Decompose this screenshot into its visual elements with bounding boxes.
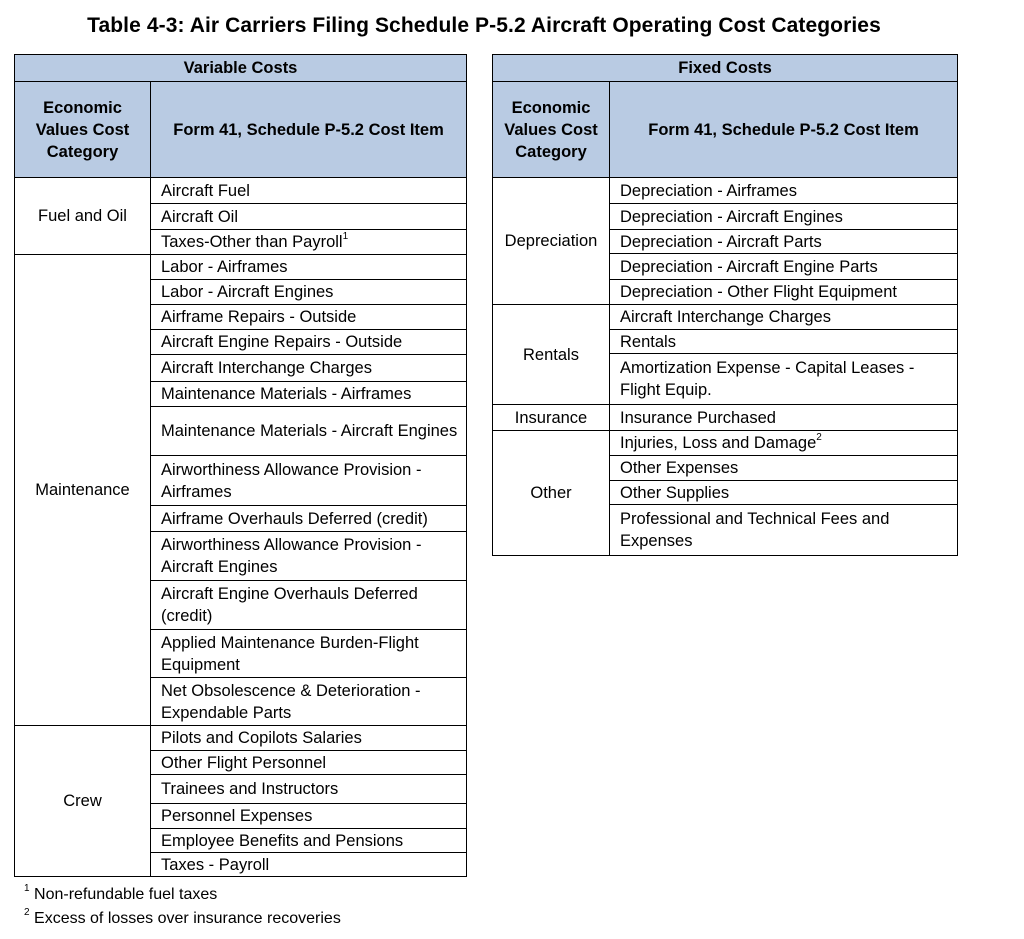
cost-item-text: Taxes-Other than Payroll (161, 233, 343, 251)
cost-item-column-header: Form 41, Schedule P-5.2 Cost Item (151, 82, 467, 178)
cost-item: Airframe Repairs - Outside (151, 305, 467, 330)
category-cell: Insurance (493, 405, 610, 431)
cost-item: Other Supplies (610, 481, 958, 505)
cost-item: Depreciation - Aircraft Parts (610, 230, 958, 254)
cost-item-with-footnote (610, 431, 958, 456)
cost-item: Trainees and Instructors (151, 775, 467, 804)
category-cell: Rentals (493, 305, 610, 405)
cost-item-text: Injuries, Loss and Damage (620, 434, 817, 452)
cost-item: Aircraft Interchange Charges (610, 305, 958, 330)
footnote-mark: 1 (24, 883, 30, 894)
footnote-text: Excess of losses over insurance recoveries (34, 910, 341, 927)
variable-costs-heading: Variable Costs (15, 55, 467, 82)
cost-item: Depreciation - Other Flight Equipment (610, 280, 958, 305)
cost-item: Aircraft Engine Repairs - Outside (151, 330, 467, 355)
cost-item: Pilots and Copilots Salaries (151, 726, 467, 751)
cost-item: Depreciation - Aircraft Engines (610, 204, 958, 230)
footnotes (24, 883, 341, 931)
cost-item: Labor - Airframes (151, 255, 467, 280)
footnote-mark: 1 (342, 231, 349, 242)
cost-item: Other Flight Personnel (151, 751, 467, 775)
cost-item: Aircraft Engine Overhauls Deferred (credit) (151, 581, 467, 630)
cost-item: Airframe Overhauls Deferred (credit) (151, 506, 467, 532)
category-cell: Depreciation (493, 178, 610, 305)
category-column-header: Economic Values Cost Category (493, 82, 610, 178)
category-cell: Other (493, 431, 610, 556)
category-column-header: Economic Values Cost Category (15, 82, 151, 178)
fixed-costs-heading: Fixed Costs (493, 55, 958, 82)
cost-item: Aircraft Interchange Charges (151, 355, 467, 382)
footnote-text: Non-refundable fuel taxes (34, 886, 218, 903)
cost-item: Maintenance Materials - Airframes (151, 382, 467, 407)
cost-item: Rentals (610, 330, 958, 354)
cost-item-with-footnote (151, 230, 467, 255)
cost-item: Taxes - Payroll (151, 853, 467, 877)
cost-item: Depreciation - Aircraft Engine Parts (610, 254, 958, 280)
cost-item: Aircraft Oil (151, 204, 467, 230)
cost-item: Net Obsolescence & Deterioration - Expendable Parts (151, 678, 467, 726)
footnote (24, 883, 341, 907)
cost-item: Amortization Expense - Capital Leases - Flight Equip. (610, 354, 958, 405)
cost-item: Depreciation - Airframes (610, 178, 958, 204)
table-title: Table 4-3: Air Carriers Filing Schedule P-5.2 Aircraft Operating Cost Categories (87, 14, 881, 37)
cost-item: Maintenance Materials - Aircraft Engines (151, 407, 467, 456)
fixed-costs-table (492, 54, 958, 556)
cost-item: Other Expenses (610, 456, 958, 481)
cost-item: Insurance Purchased (610, 405, 958, 431)
footnote-mark: 2 (816, 432, 822, 443)
cost-item: Personnel Expenses (151, 804, 467, 829)
footnote-mark: 2 (24, 907, 30, 918)
cost-item: Professional and Technical Fees and Expenses (610, 505, 958, 556)
cost-item: Employee Benefits and Pensions (151, 829, 467, 853)
category-cell: Crew (15, 726, 151, 877)
variable-costs-table (14, 54, 467, 877)
cost-item: Airworthiness Allowance Provision - Aircraft Engines (151, 532, 467, 581)
cost-item: Applied Maintenance Burden-Flight Equipment (151, 630, 467, 678)
cost-item: Airworthiness Allowance Provision - Airframes (151, 456, 467, 506)
category-cell: Maintenance (15, 255, 151, 726)
cost-item: Labor - Aircraft Engines (151, 280, 467, 305)
cost-item-column-header: Form 41, Schedule P-5.2 Cost Item (610, 82, 958, 178)
footnote (24, 907, 341, 931)
cost-item: Aircraft Fuel (151, 178, 467, 204)
category-cell: Fuel and Oil (15, 178, 151, 255)
